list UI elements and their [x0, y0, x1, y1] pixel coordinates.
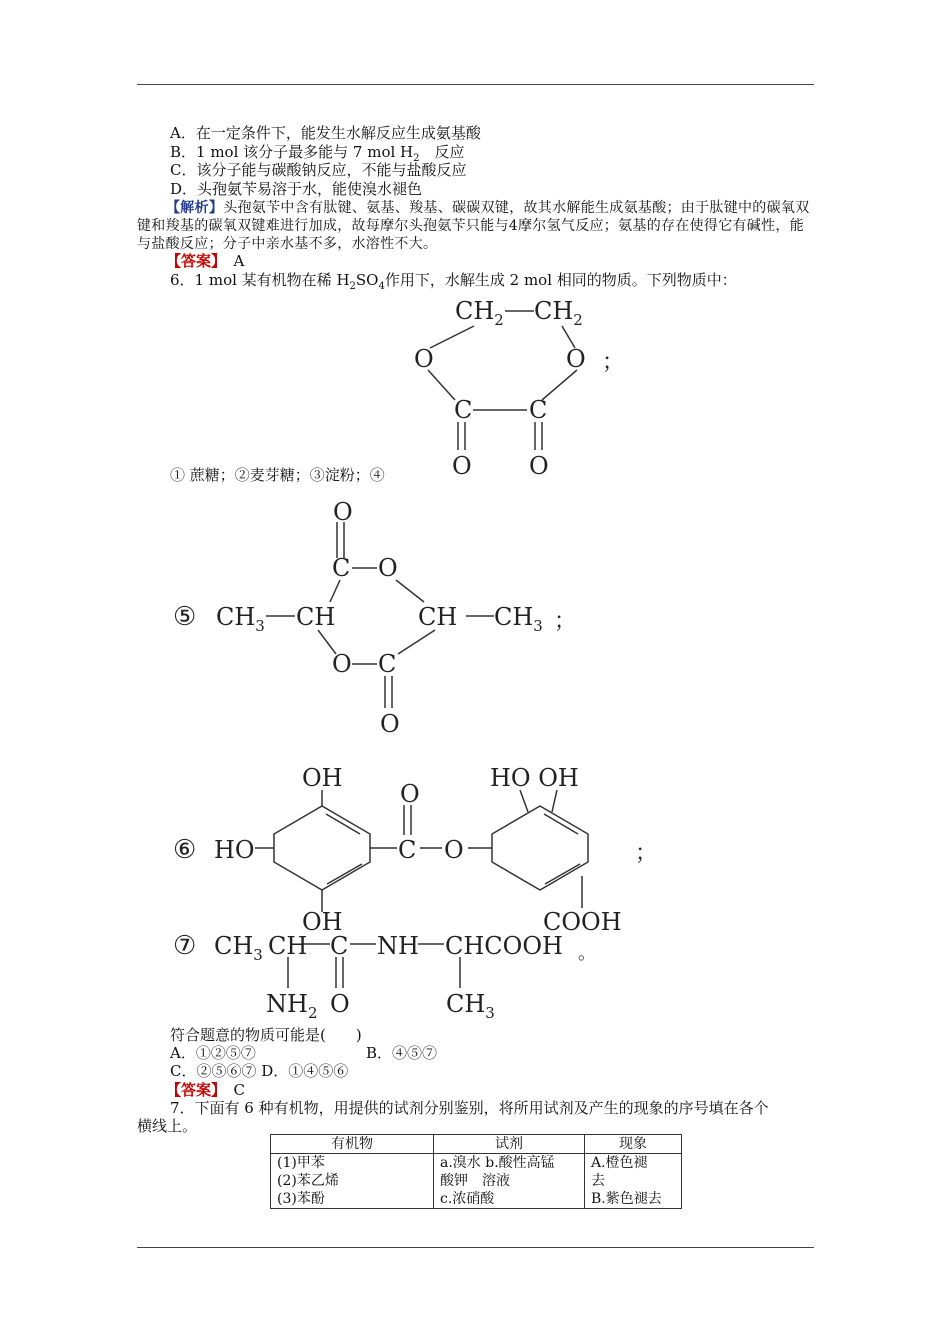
- svg-text:。: 。: [578, 943, 596, 964]
- svg-text:O: O: [332, 650, 352, 678]
- answer-5: 【答案】 A: [166, 252, 245, 270]
- analysis-text: 头孢氨苄中含有肽键、氨基、羧基、碳碳双键，故其水解能生成氨基酸；由于肽键中的碳氧双键和羧基的碳氧双键难进行加成，故每摩尔头孢氨苄只能与4摩尔氢气反应；氨基的存在使得它有碱性，能与盐酸反应；分子中亲水基不多，水溶性不大。: [137, 200, 810, 252]
- svg-text:O: O: [333, 498, 353, 526]
- table-row: [271, 1154, 682, 1209]
- analysis-label: 【解析】: [166, 200, 224, 216]
- svg-text:CH: CH: [418, 603, 458, 631]
- option-c: C．该分子能与碳酸钠反应，不能与盐酸反应: [170, 161, 467, 179]
- header-phenomenon: 现象: [585, 1135, 682, 1154]
- svg-text:；: ；: [602, 350, 625, 375]
- q6-option-a: A．①②⑤⑦: [170, 1044, 256, 1062]
- svg-text:CH2: $CH_2$: [534, 297, 583, 329]
- svg-text:HO OH: HO OH: [490, 764, 579, 792]
- svg-text:C: C: [529, 396, 548, 424]
- svg-text:COOH: COOH: [543, 908, 622, 936]
- svg-text:HO: HO: [214, 836, 255, 864]
- option-a: A．在一定条件下，能发生水解反应生成氨基酸: [170, 124, 481, 142]
- q6-option-cd: C．②⑤⑥⑦ D．①④⑤⑥: [170, 1062, 349, 1080]
- svg-text:OH: OH: [302, 764, 343, 792]
- svg-text:OH: OH: [302, 908, 343, 936]
- table-cell-organics: (1)甲苯 (2)苯乙烯 (3)苯酚: [271, 1154, 434, 1209]
- svg-text:C: C: [378, 650, 397, 678]
- reagent-table: [270, 1134, 682, 1209]
- svg-text:NH2: $NH_2$: [266, 990, 318, 1022]
- question-7-line1: 7．下面有 6 种有机物，用提供的试剂分别鉴别，将所用试剂及产生的现象的序号填在各个: [170, 1099, 769, 1117]
- svg-text:；: ；: [635, 841, 658, 866]
- svg-text:CH: CH: [268, 932, 308, 960]
- svg-text:⑦: ⑦: [173, 931, 197, 961]
- svg-text:⑤: ⑤: [173, 602, 197, 632]
- option-d: D．头孢氨苄易溶于水，能使溴水褪色: [170, 180, 423, 198]
- q6-option-b: B．④⑤⑦: [366, 1044, 438, 1062]
- svg-text:CH2: $CH_2$: [455, 297, 504, 329]
- svg-text:CH3: $CH_3$: [494, 603, 543, 635]
- svg-text:CH: CH: [296, 603, 336, 631]
- svg-text:O: O: [566, 345, 586, 373]
- table-cell-reagents: a.溴水 b.酸性高锰 酸钾 溶液 c.浓硝酸: [434, 1154, 585, 1209]
- question-6-stem: 6．1 mol 某有机物在稀 $H_2SO_4$作用下，水解生成 2 mol 相同的物质。下列物质中：: [170, 271, 737, 292]
- svg-text:C: C: [454, 396, 473, 424]
- svg-text:O: O: [529, 452, 549, 480]
- svg-text:⑥: ⑥: [173, 835, 197, 865]
- svg-text:O: O: [380, 710, 400, 738]
- answer-6: 【答案】 C: [166, 1081, 246, 1099]
- svg-text:；: ；: [554, 609, 577, 634]
- svg-text:C: C: [330, 932, 349, 960]
- svg-text:NH: NH: [377, 932, 419, 960]
- svg-text:O: O: [330, 990, 350, 1018]
- question-7-line2: 横线上。: [137, 1117, 198, 1135]
- svg-text:O: O: [378, 554, 398, 582]
- svg-text:O: O: [452, 452, 472, 480]
- svg-text:CH3: $CH_3$: [216, 603, 265, 635]
- option-b: B．1 mol 该分子最多能与 7 mol $H_2$ 反应: [170, 143, 465, 164]
- table-header-row: [271, 1135, 682, 1154]
- question-6-ask: 符合题意的物质可能是( ): [170, 1026, 362, 1044]
- header-organic: 有机物: [271, 1135, 434, 1154]
- svg-text:CH3: $CH_3$: [214, 932, 263, 964]
- header-reagent: 试剂: [434, 1135, 585, 1154]
- svg-text:O: O: [444, 836, 464, 864]
- table-cell-phenomena: A.橙色褪 去 B.紫色褪去: [585, 1154, 682, 1209]
- svg-text:C: C: [398, 836, 417, 864]
- svg-text:O: O: [400, 780, 420, 808]
- items-line: ① 蔗糖；②麦芽糖；③淀粉；④: [170, 466, 385, 484]
- svg-text:CHCOOH: CHCOOH: [445, 932, 563, 960]
- svg-text:O: O: [414, 345, 434, 373]
- svg-text:C: C: [332, 554, 351, 582]
- footer-rule: [137, 1247, 814, 1248]
- svg-text:CH3: $CH_3$: [446, 990, 495, 1022]
